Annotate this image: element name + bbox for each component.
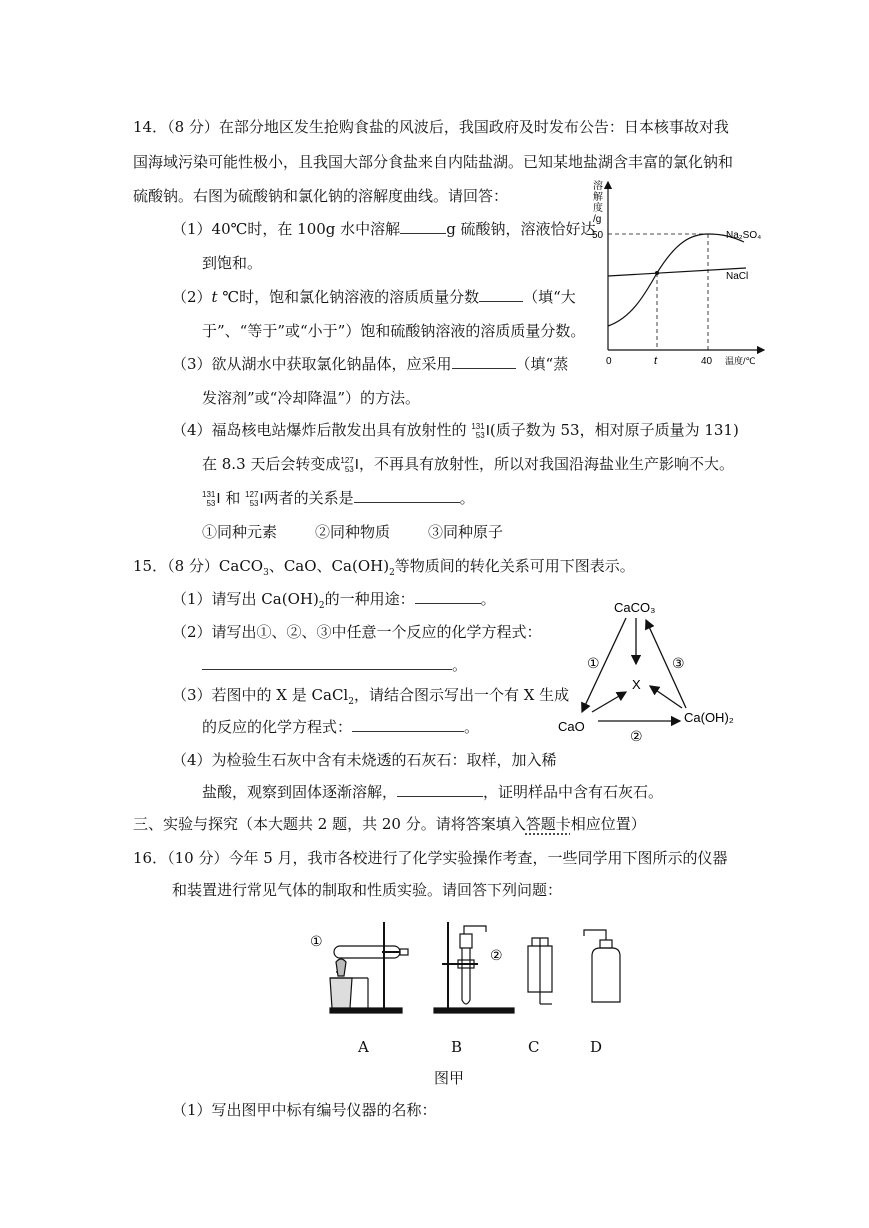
isotope-i131: 131 53 [471,422,485,440]
solubility-curve-diagram [586,178,770,374]
node-caco3: CaCO₃ [614,600,656,615]
graph-ylabel-3: 度 [593,203,603,214]
q15-part-3: （3）若图中的 X 是 CaCl$_2$，请结合图示写出一个有 X 生成 [172,686,570,707]
apparatus-a [330,922,408,1013]
q15-part-4-cont: 盐酸，观察到固体逐渐溶解， ，证明样品中含有石灰石。 [202,783,664,801]
node-x: X [632,677,641,692]
option-1: ①同种元素 [202,523,278,541]
label-2: ② [630,728,643,744]
q14-p1-text-b: g 硫酸钠，溶液恰好达 [446,220,596,238]
tick-50: 50 [592,230,604,241]
q15-part-4: （4）为检验生石灰中含有未烧透的石灰石：取样，加入稀 [172,751,557,769]
q14-options [202,522,503,542]
label-3: ③ [672,655,685,671]
q14-p3-text-a: （3）欲从湖水中获取氯化钠晶体，应采用 [172,355,452,373]
label-d: D [590,1038,603,1056]
answer-blank-5[interactable] [415,589,481,604]
graph-ylabel-1: 溶 [593,181,603,192]
apparatus-figure [308,916,638,1020]
node-cao: CaO [558,719,585,734]
tick-origin: 0 [606,356,612,367]
q14-p2-text-a: （2） [172,288,212,306]
q14-p2-text-c: （填“大 [523,288,576,306]
graph-xlabel: 温度/℃ [725,356,756,366]
q14-p2-t: t [211,288,218,306]
label-b: B [451,1038,463,1056]
graph-yunit: /g [593,214,602,225]
q15-part-2-answer: 。 [202,655,467,675]
q16-part-1: （1）写出图甲中标有编号仪器的名称： [172,1101,437,1119]
tick-t: t [654,355,658,367]
answer-blank-8[interactable] [397,782,483,797]
conversion-cycle-diagram [552,594,742,750]
q15-part-3-cont: 的反应的化学方程式： 。 [202,718,480,736]
q14-p4-text-a: （4）福岛核电站爆炸后散发出具有放射性的 [172,421,467,439]
label-c: C [528,1038,540,1056]
apparatus-b [434,922,514,1013]
answer-blank-6[interactable] [202,655,452,670]
apparatus-c [528,938,552,1004]
isotope-i131-b: 131 53 [202,490,216,508]
q14-part-1 [172,219,596,239]
q16-line-2: 和装置进行常见气体的制取和性质实验。请回答下列问题： [172,881,563,899]
q15-line-1: 15．（8 分）CaCO$_3$、CaO、$Ca(OH)_2$等物质间的转化关系可用下图表示。 [133,557,635,578]
q14-p2-text-b: ℃时，饱和氯化钠溶液的溶质质量分数 [217,288,480,306]
label-nacl: NaCl [726,271,749,282]
q14-line-1: 14．（8 分）在部分地区发生抢购食盐的风波后，我国政府及时发布公告：日本核事故对我 [133,118,729,136]
node-caoh2: Ca(OH)₂ [684,710,734,725]
mark-2: ② [490,947,503,963]
q14-part-3 [172,354,568,374]
answer-blank-1[interactable] [400,219,446,234]
q16-line-1: 16．（10 分）今年 5 月，我市各校进行了化学实验操作考查，一些同学用下图所示的仪器 [133,849,728,867]
q14-p2-cont: 于”、“等于”或“小于”）饱和硫酸钠溶液的溶质质量分数。 [202,322,586,340]
q14-p4-line-3: 131 53 I 和 127 53 I两者的关系是 。 [202,489,475,508]
q15-part-2: （2）请写出①、②、③中任意一个反应的化学方程式： [172,623,542,641]
q14-p3-cont: 发溶剂”或“冷却降温”）的方法。 [202,389,421,407]
mark-1: ① [310,933,323,949]
graph-ylabel-2: 解 [593,192,603,203]
q14-p1-text-a: （1）40℃时，在 100g 水中溶解 [172,220,401,238]
label-na2so4: Na₂SO₄ [726,230,762,241]
q14-p4-text-b: (质子数为 53，相对原子质量为 131) [489,421,739,439]
q14-p3-text-b: （填“蒸 [515,355,569,373]
q14-p4-line-2: 在 8.3 天后会转变成 127 53 I，不再具有放射性，所以对我国沿海盐业生产影响不大。 [202,455,734,474]
q14-part-2 [172,287,576,307]
figure-caption: 图甲 [434,1069,465,1087]
q14-line-2: 国海域污染可能性极小，且我国大部分食盐来自内陆盐湖。已知某地盐湖含丰富的氯化钠和 [133,153,734,171]
isotope-i127: 127 53 [340,456,354,474]
answer-blank-2[interactable] [479,287,523,302]
na2so4-curve [608,234,744,326]
section-3-title: 三、实验与探究（本大题共 2 题，共 20 分。请将答案填入答题卡相应位置） [133,815,646,833]
answer-blank-4[interactable] [354,488,460,503]
q14-line-3: 硫酸钠。右图为硫酸钠和氯化钠的溶解度曲线。请回答： [133,187,509,205]
label-1: ① [587,655,600,671]
option-3: ③同种原子 [428,523,504,541]
isotope-i127-b: 127 53 [245,490,259,508]
q14-p1-cont: 到饱和。 [202,254,263,272]
label-a: A [358,1038,369,1056]
tick-40: 40 [701,356,713,367]
option-2: ②同种物质 [315,523,391,541]
answer-blank-7[interactable] [352,717,464,732]
q15-part-1: （1）请写出 $Ca(OH)_2$的一种用途： 。 [172,590,496,611]
answer-blank-3[interactable] [452,354,516,369]
q14-part-4: （4）福岛核电站爆炸后散发出具有放射性的 131 53 I(质子数为 53，相对原子质量为 131) [172,421,739,440]
apparatus-d [584,930,620,1002]
